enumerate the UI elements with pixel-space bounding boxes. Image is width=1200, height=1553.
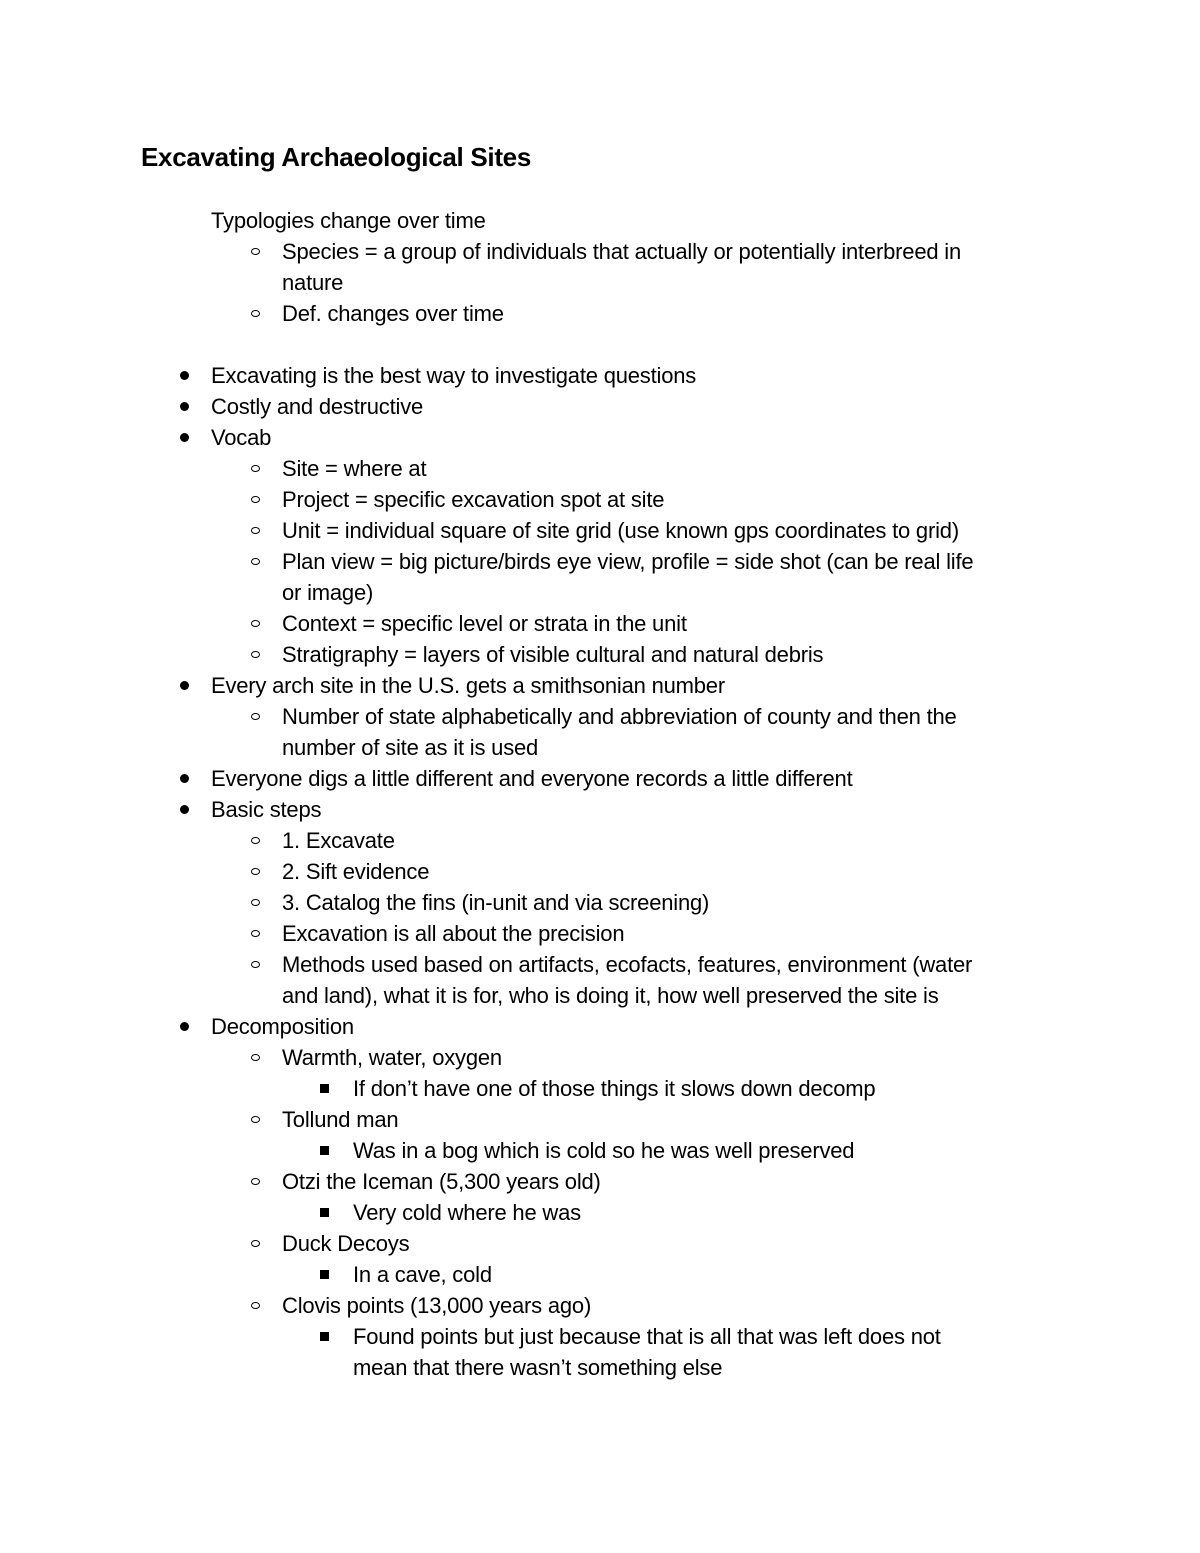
bullet-square-icon xyxy=(314,1197,334,1228)
bullet-circle-icon xyxy=(245,1166,265,1197)
list-item-text: Very cold where he was xyxy=(353,1200,581,1225)
bullet-circle-icon xyxy=(245,484,265,515)
list-item-text: Plan view = big picture/birds eye view, profile = side shot (can be real life xyxy=(282,549,974,574)
list-item-text: Project = specific excavation spot at site xyxy=(282,487,665,512)
list-item-text: Clovis points (13,000 years ago) xyxy=(282,1293,592,1318)
list-item-text: Excavating is the best way to investigate questions xyxy=(211,363,697,388)
list-item-level-2 xyxy=(0,949,1200,1011)
list-item-level-2 xyxy=(0,887,1200,918)
bullet-circle-icon xyxy=(245,1290,265,1321)
bullet-disc-icon xyxy=(174,1011,194,1042)
list-item-text: and land), what it is for, who is doing it, how well preserved the site is xyxy=(282,983,939,1008)
list-item-text: Excavation is all about the precision xyxy=(282,921,625,946)
list-item-level-1 xyxy=(0,360,1200,391)
list-item-level-1 xyxy=(0,763,1200,794)
document-title: Excavating Archaeological Sites xyxy=(141,142,532,172)
list-item-level-2 xyxy=(0,1290,1200,1321)
list-item-text: Duck Decoys xyxy=(282,1231,410,1256)
bullet-disc-icon xyxy=(174,422,194,453)
list-item-text: Methods used based on artifacts, ecofacts, features, environment (water xyxy=(282,952,973,977)
list-item-level-2 xyxy=(0,856,1200,887)
bullet-circle-icon xyxy=(245,918,265,949)
list-item-level-2 xyxy=(0,236,1200,298)
bullet-square-icon xyxy=(314,1321,334,1352)
list-item-text: Vocab xyxy=(211,425,272,450)
bullet-circle-icon xyxy=(245,236,265,267)
bullet-square-icon xyxy=(314,1135,334,1166)
list-item-text: Species = a group of individuals that actually or potentially interbreed in xyxy=(282,239,962,264)
list-item-level-2 xyxy=(0,515,1200,546)
list-item-level-2 xyxy=(0,825,1200,856)
list-item-level-2 xyxy=(0,1166,1200,1197)
list-item-level-2 xyxy=(0,608,1200,639)
list-item-text: Costly and destructive xyxy=(211,394,424,419)
notes-outline xyxy=(0,205,1200,1383)
list-item-text: 2. Sift evidence xyxy=(282,859,430,884)
list-item-text: 3. Catalog the fins (in-unit and via screening) xyxy=(282,890,710,915)
list-item-text: Warmth, water, oxygen xyxy=(282,1045,502,1070)
list-item-text: In a cave, cold xyxy=(353,1262,492,1287)
list-item-text: Def. changes over time xyxy=(282,301,504,326)
list-item-level-2 xyxy=(0,484,1200,515)
list-item-text: Tollund man xyxy=(282,1107,399,1132)
list-item-text: Context = specific level or strata in the unit xyxy=(282,611,687,636)
bullet-square-icon xyxy=(314,1259,334,1290)
bullet-disc-icon xyxy=(174,391,194,422)
bullet-circle-icon xyxy=(245,1042,265,1073)
list-item-text: Was in a bog which is cold so he was well preserved xyxy=(353,1138,855,1163)
list-item-text: mean that there wasn’t something else xyxy=(353,1355,723,1380)
bullet-circle-icon xyxy=(245,298,265,329)
bullet-disc-icon xyxy=(174,670,194,701)
bullet-disc-icon xyxy=(174,360,194,391)
bullet-circle-icon xyxy=(245,887,265,918)
list-item-text: Decomposition xyxy=(211,1014,354,1039)
list-item-level-2 xyxy=(0,298,1200,329)
bullet-circle-icon xyxy=(245,453,265,484)
list-item-level-2 xyxy=(0,1042,1200,1073)
list-item-level-1 xyxy=(0,794,1200,825)
bullet-circle-icon xyxy=(245,949,265,980)
list-item-text: Stratigraphy = layers of visible cultural and natural debris xyxy=(282,642,824,667)
list-item-text: Otzi the Iceman (5,300 years old) xyxy=(282,1169,601,1194)
list-item-text: number of site as it is used xyxy=(282,735,539,760)
outline-heading-line xyxy=(0,205,1200,236)
blank-line xyxy=(0,329,1200,360)
list-item-level-3 xyxy=(0,1259,1200,1290)
bullet-circle-icon xyxy=(245,639,265,670)
list-item-level-2 xyxy=(0,1104,1200,1135)
bullet-circle-icon xyxy=(245,701,265,732)
list-item-level-2 xyxy=(0,639,1200,670)
list-item-level-2 xyxy=(0,453,1200,484)
list-item-level-1 xyxy=(0,670,1200,701)
bullet-disc-icon xyxy=(174,794,194,825)
list-item-text: Site = where at xyxy=(282,456,427,481)
list-item-text: nature xyxy=(282,270,344,295)
bullet-circle-icon xyxy=(245,1104,265,1135)
bullet-disc-icon xyxy=(174,763,194,794)
list-item-level-3 xyxy=(0,1135,1200,1166)
list-item-level-2 xyxy=(0,1228,1200,1259)
list-item-text: Everyone digs a little different and everyone records a little different xyxy=(211,766,853,791)
bullet-circle-icon xyxy=(245,608,265,639)
bullet-circle-icon xyxy=(245,825,265,856)
list-item-text: Every arch site in the U.S. gets a smithsonian number xyxy=(211,673,725,698)
list-item-text: or image) xyxy=(282,580,374,605)
list-item-level-3 xyxy=(0,1321,1200,1383)
list-item-level-2 xyxy=(0,701,1200,763)
list-item-level-3 xyxy=(0,1197,1200,1228)
bullet-circle-icon xyxy=(245,546,265,577)
list-item-text: 1. Excavate xyxy=(282,828,395,853)
bullet-square-icon xyxy=(314,1073,334,1104)
bullet-circle-icon xyxy=(245,1228,265,1259)
list-item-level-2 xyxy=(0,918,1200,949)
list-item-level-2 xyxy=(0,546,1200,608)
bullet-circle-icon xyxy=(245,515,265,546)
list-item-text: Found points but just because that is all that was left does not xyxy=(353,1324,941,1349)
list-item-text: Basic steps xyxy=(211,797,322,822)
list-item-level-3 xyxy=(0,1073,1200,1104)
bullet-circle-icon xyxy=(245,856,265,887)
list-item-text: If don’t have one of those things it slows down decomp xyxy=(353,1076,876,1101)
outline-text: Typologies change over time xyxy=(211,208,486,233)
list-item-text: Unit = individual square of site grid (use known gps coordinates to grid) xyxy=(282,518,959,543)
list-item-level-1 xyxy=(0,391,1200,422)
list-item-level-1 xyxy=(0,422,1200,453)
list-item-level-1 xyxy=(0,1011,1200,1042)
list-item-text: Number of state alphabetically and abbreviation of county and then the xyxy=(282,704,957,729)
